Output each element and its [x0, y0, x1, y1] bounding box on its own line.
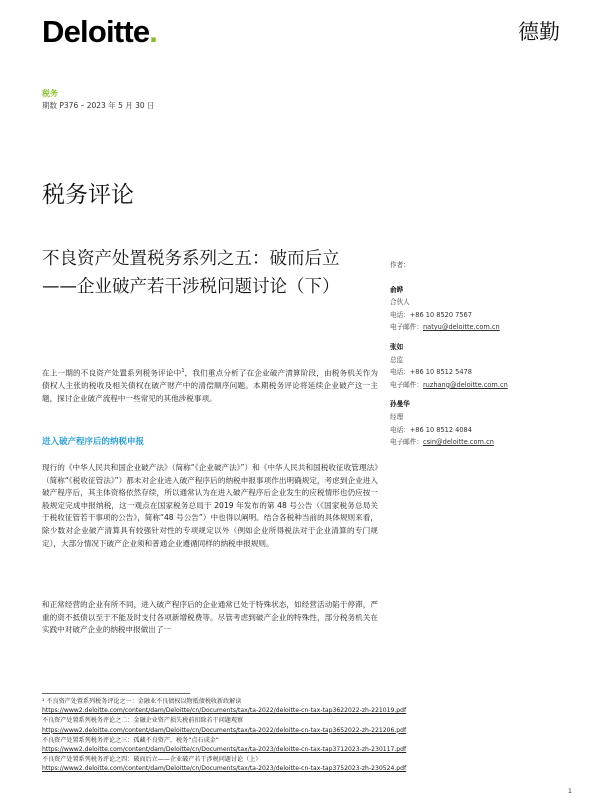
author-name: 孙曼华: [390, 400, 410, 409]
footnote-ref[interactable]: 1: [181, 368, 185, 374]
phone-number: +86 10 8520 7567: [409, 310, 472, 319]
footnote-item: [42, 736, 482, 754]
email-link[interactable]: natyu@deloitte.com.cn: [422, 323, 500, 332]
footnotes: [42, 697, 482, 775]
footnote-item: [42, 716, 482, 734]
author-name: 俞晔: [390, 285, 404, 294]
authors-panel: [390, 259, 570, 456]
footnote-link[interactable]: https://www2.deloitte.com/content/dam/Deloitte/cn/Documents/tax/ta-2023/deloitte-cn-tax-tap3752023-zh-230524.pdf: [42, 765, 407, 773]
email-label: 电子邮件：: [390, 323, 423, 332]
email-label: 电子邮件：: [390, 380, 423, 389]
footnote-item: [42, 697, 482, 715]
author-email: [390, 436, 570, 449]
deloitte-logo: [42, 14, 157, 50]
author-name: 张如: [390, 342, 404, 351]
footnote-title: 不良资产处置系列税务评论之四：破而后立——企业破产若干涉税问题讨论（上）: [42, 756, 262, 764]
logo-dot: .: [149, 14, 158, 49]
author-title: 合伙人: [390, 298, 410, 307]
footnote-title: ¹ 不良资产处置系列税务评论之一：金融业不良债权以物抵债税收新政解读: [42, 698, 242, 705]
author-phone: [390, 424, 570, 437]
email-label: 电子邮件：: [390, 438, 423, 447]
author-title: 总监: [390, 355, 404, 364]
phone-label: 电话：: [390, 425, 410, 434]
author-email: [390, 321, 570, 334]
logo-text: Deloitte: [42, 14, 150, 49]
author-title: 经理: [390, 412, 404, 421]
deloitte-chinese-logo: 德勤: [518, 20, 560, 44]
footnote-title: 不良资产处置系列税务评论之三：孤藏不良资产，税务“点石成金”: [42, 736, 219, 744]
footnote-link[interactable]: https://www2.deloitte.com/content/dam/Deloitte/cn/Documents/tax/ta-2022/deloitte-cn-tax-tap3622022-zh-221019.pdf: [42, 707, 407, 715]
phone-label: 电话：: [390, 368, 410, 377]
body-paragraph: 和正常经营的企业有所不同，进入破产程序后的企业通常已处于特殊状态，如经营活动陷于停滞，严重的资不抵债以至于不能及时支付各项新增税费等。尽管考虑到破产企业的特殊性，部分税务机关在实践中对破产企业的纳税申报做出了一: [42, 600, 378, 635]
footnote-title: 不良资产处置系列税务评论之二：金融企业资产损失税前扣除若干问题观察: [42, 717, 244, 725]
footnote-item: [42, 755, 482, 773]
footnote-link[interactable]: https://www2.deloitte.com/content/dam/Deloitte/cn/Documents/tax/ta-2023/deloitte-cn-tax-tap3712023-zh-230117.pdf: [42, 746, 407, 754]
series-title: 税务评论: [42, 182, 134, 208]
footnote-link[interactable]: https://www2.deloitte.com/content/dam/Deloitte/cn/Documents/tax/ta-2022/deloitte-cn-tax-tap3652022-zh-221206.pdf: [42, 726, 407, 734]
author-phone: [390, 366, 570, 379]
intro-text-before: 在上一期的不良资产处置系列税务评论中: [42, 368, 182, 378]
email-link[interactable]: csin@deloitte.com.cn: [422, 438, 494, 447]
section-heading: 进入破产程序后的纳税申报: [42, 437, 145, 447]
phone-label: 电话：: [390, 310, 410, 319]
phone-number: +86 10 8512 5478: [409, 368, 472, 377]
body-paragraph: 现行的《中华人民共和国企业破产法》（简称“《企业破产法》”）和《中华人民共和国税收征收管理法》（简称“《税收征管法》”）都未对企业进入破产程序后的纳税申报事项作出明确规定，考虑到企业进入破产程序后，其主体资格依然存续，所以通常认为在进入破产程序后企业发生的应税情形也仍应按一般规定完成申报纳税，这一观点在国家税务总局于 2019 年发布的第 48 号公告（《国家税务总局关于税收征管若干事项的公告》，简称“48 号公告”）中也得以阐明。结合各税种当前的具体规则来看，除少数对企业破产清算具有较强针对性的专项规定以外（例如企业所得税法对于企业清算的专门规定），大部分情况下破产企业须和普通企业遵循同样的纳税申报规则。: [42, 463, 378, 548]
intro-text-after: ，我们重点分析了在企业破产清算阶段，由税务机关作为债权人主张的税收及相关债权在破产财产中的清偿顺序问题。本期税务评论将延续企业破产这一主题，探讨企业破产流程中一些常见的其他涉税事项。: [42, 368, 379, 403]
authors-label: 作者：: [390, 261, 410, 269]
author-card: [390, 341, 570, 391]
author-email: [390, 379, 570, 392]
author-card: [390, 284, 570, 334]
category-label: 税务: [42, 89, 58, 98]
phone-number: +86 10 8512 4084: [409, 425, 472, 434]
main-title: 不良资产处置税务系列之五：破而后立——企业破产若干涉税问题讨论（下）: [42, 249, 340, 297]
footnote-divider: [42, 693, 190, 694]
author-phone: [390, 309, 570, 322]
page-number: 1: [567, 787, 572, 795]
author-card: [390, 398, 570, 448]
email-link[interactable]: ruzhang@deloitte.com.cn: [422, 380, 508, 389]
issue-date: 期数 P376 – 2023 年 5 月 30 日: [42, 101, 155, 110]
intro-paragraph: [42, 365, 378, 405]
